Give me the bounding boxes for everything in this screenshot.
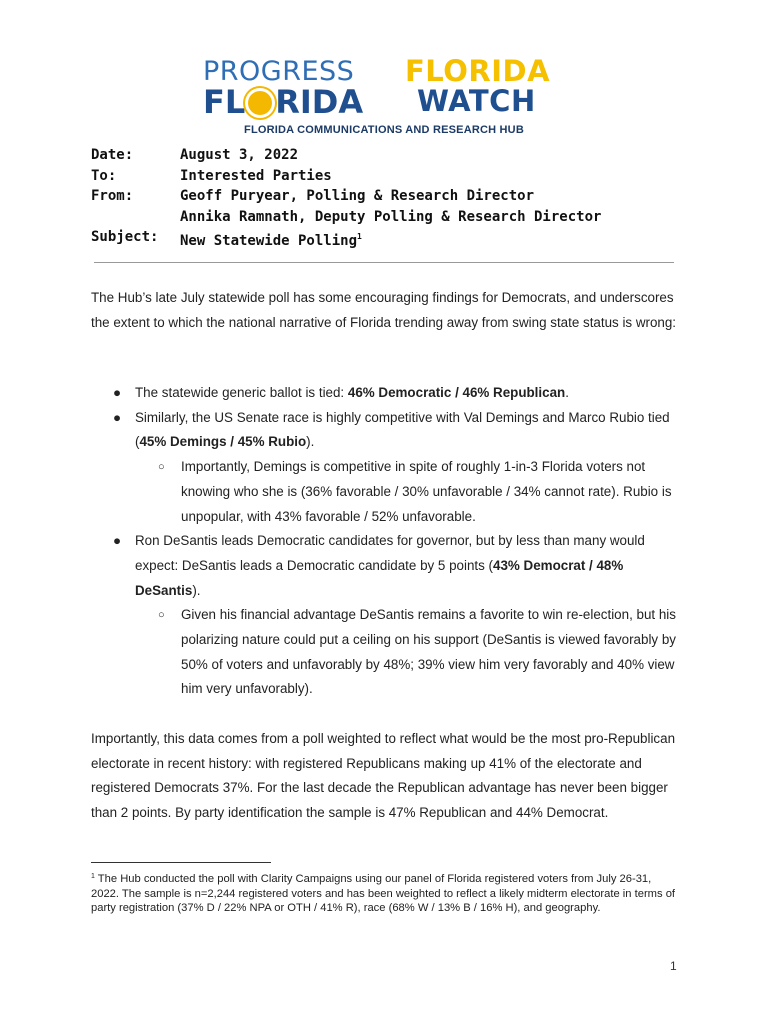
- to-label: To:: [91, 167, 117, 184]
- memo-subject-row: [91, 227, 691, 248]
- progress-florida-text: [203, 83, 373, 121]
- florida-text: FLORIDA: [405, 54, 551, 88]
- hub-subtitle: FLORIDA COMMUNICATIONS AND RESEARCH HUB: [244, 124, 524, 136]
- sun-icon: [248, 91, 272, 115]
- subject-text: New Statewide Polling: [180, 233, 358, 250]
- sub-list-item: [91, 603, 691, 702]
- divider: [94, 262, 674, 263]
- from-value-2: Annika Ramnath, Deputy Polling & Research Director: [180, 208, 602, 225]
- footnote: [91, 870, 681, 916]
- from-label: From:: [91, 188, 134, 205]
- sub-list-item: [91, 455, 691, 529]
- bullet-end: ).: [306, 434, 315, 450]
- from-value-1: Geoff Puryear, Polling & Research Director: [180, 188, 535, 205]
- memo-from-row-2: [91, 207, 691, 228]
- bullet-text: Similarly, the US Senate race is highly competitive with Val Demings and Marco Rubio tied (: [135, 409, 670, 450]
- logo-rida: RIDA: [275, 83, 364, 121]
- date-label: Date:: [91, 147, 134, 163]
- progress-florida-logo: [203, 56, 373, 121]
- intro-paragraph: The Hub’s late July statewide poll has some encouraging findings for Democrats, and underscores the extent to which the national narrative of Florida trending away from swing state status is wrong:: [91, 290, 677, 330]
- watch-text: WATCH: [417, 84, 536, 118]
- footnote-number: 1: [91, 873, 95, 880]
- circle-bullet-icon: ○: [158, 609, 165, 622]
- subject-label: Subject:: [91, 229, 159, 246]
- bullet-icon: ●: [113, 533, 122, 549]
- closing-paragraph: Importantly, this data comes from a poll weighted to reflect what would be the most pro-Republican electorate in recent history: with registered Republicans making up 41% of the electorate and registered Democrats 37%. For the last decade the Republican advantage has never been bigger than 2 points. By party identification the sample is 47% Republican and 44% Democrat.: [91, 731, 676, 821]
- florida-watch-logo: [405, 56, 575, 116]
- bullet-text: Ron DeSantis leads Democratic candidates for governor, but by less than many would expect: DeSantis leads a Democratic candidate by 5 points (: [135, 533, 645, 573]
- memo-to-row: [91, 166, 691, 187]
- memo-from-row: [91, 186, 691, 207]
- progress-text: PROGRESS: [203, 56, 355, 87]
- memo-date-row: [91, 145, 691, 166]
- page-number: 1: [670, 959, 677, 973]
- to-value: Interested Parties: [180, 167, 332, 184]
- bullet-bold: 45% Demings / 45% Rubio: [139, 434, 307, 450]
- memo-header: [91, 145, 691, 248]
- bullet-end: .: [565, 385, 569, 400]
- footnote-text: The Hub conducted the poll with Clarity Campaigns using our panel of Florida registered voters from July 26-31, 2022. The sample is n=2,244 registered voters and has been weighted to reflect a likely midterm electorate in terms of party registration (37% D / 22% NPA or OTH / 41% R), race (68% W / 13% B / 16% H), and geography.: [91, 873, 676, 914]
- sub-bullet-text: Importantly, Demings is competitive in spite of roughly 1-in-3 Florida voters not knowing who she is (36% favorable / 30% unfavorable / 34% cannot rate). Rubio is unpopular, with 43% favorable / 52% unfavorable.: [181, 459, 672, 524]
- bullet-bold: 43% Democrat / 48% DeSantis: [135, 557, 624, 598]
- subject-value: [180, 227, 691, 248]
- sub-bullet-text: Given his financial advantage DeSantis remains a favorite to win re-election, but his polarizing nature could put a ceiling on his support (DeSantis is viewed favorably by 50% of voters and unfavorably by 48%; 39% view him very favorably and 40% view him very unfavorably).: [181, 607, 676, 697]
- bullet-icon: ●: [113, 409, 122, 425]
- bullet-bold: 46% Democratic / 46% Republican: [347, 385, 566, 400]
- date-value: August 3, 2022: [180, 147, 299, 163]
- bullet-end: ).: [192, 582, 201, 598]
- footnote-divider: [91, 862, 271, 863]
- list-item: [91, 406, 691, 455]
- footnote-ref[interactable]: 1: [357, 232, 362, 242]
- bullet-text: The statewide generic ballot is tied:: [135, 385, 348, 400]
- logo-fl: FL: [203, 83, 246, 121]
- circle-bullet-icon: ○: [158, 461, 165, 474]
- from-label-spacer: [91, 207, 180, 228]
- list-item: [91, 381, 691, 406]
- bullet-icon: ●: [113, 385, 122, 400]
- list-item: [91, 529, 691, 603]
- findings-list: [91, 381, 691, 702]
